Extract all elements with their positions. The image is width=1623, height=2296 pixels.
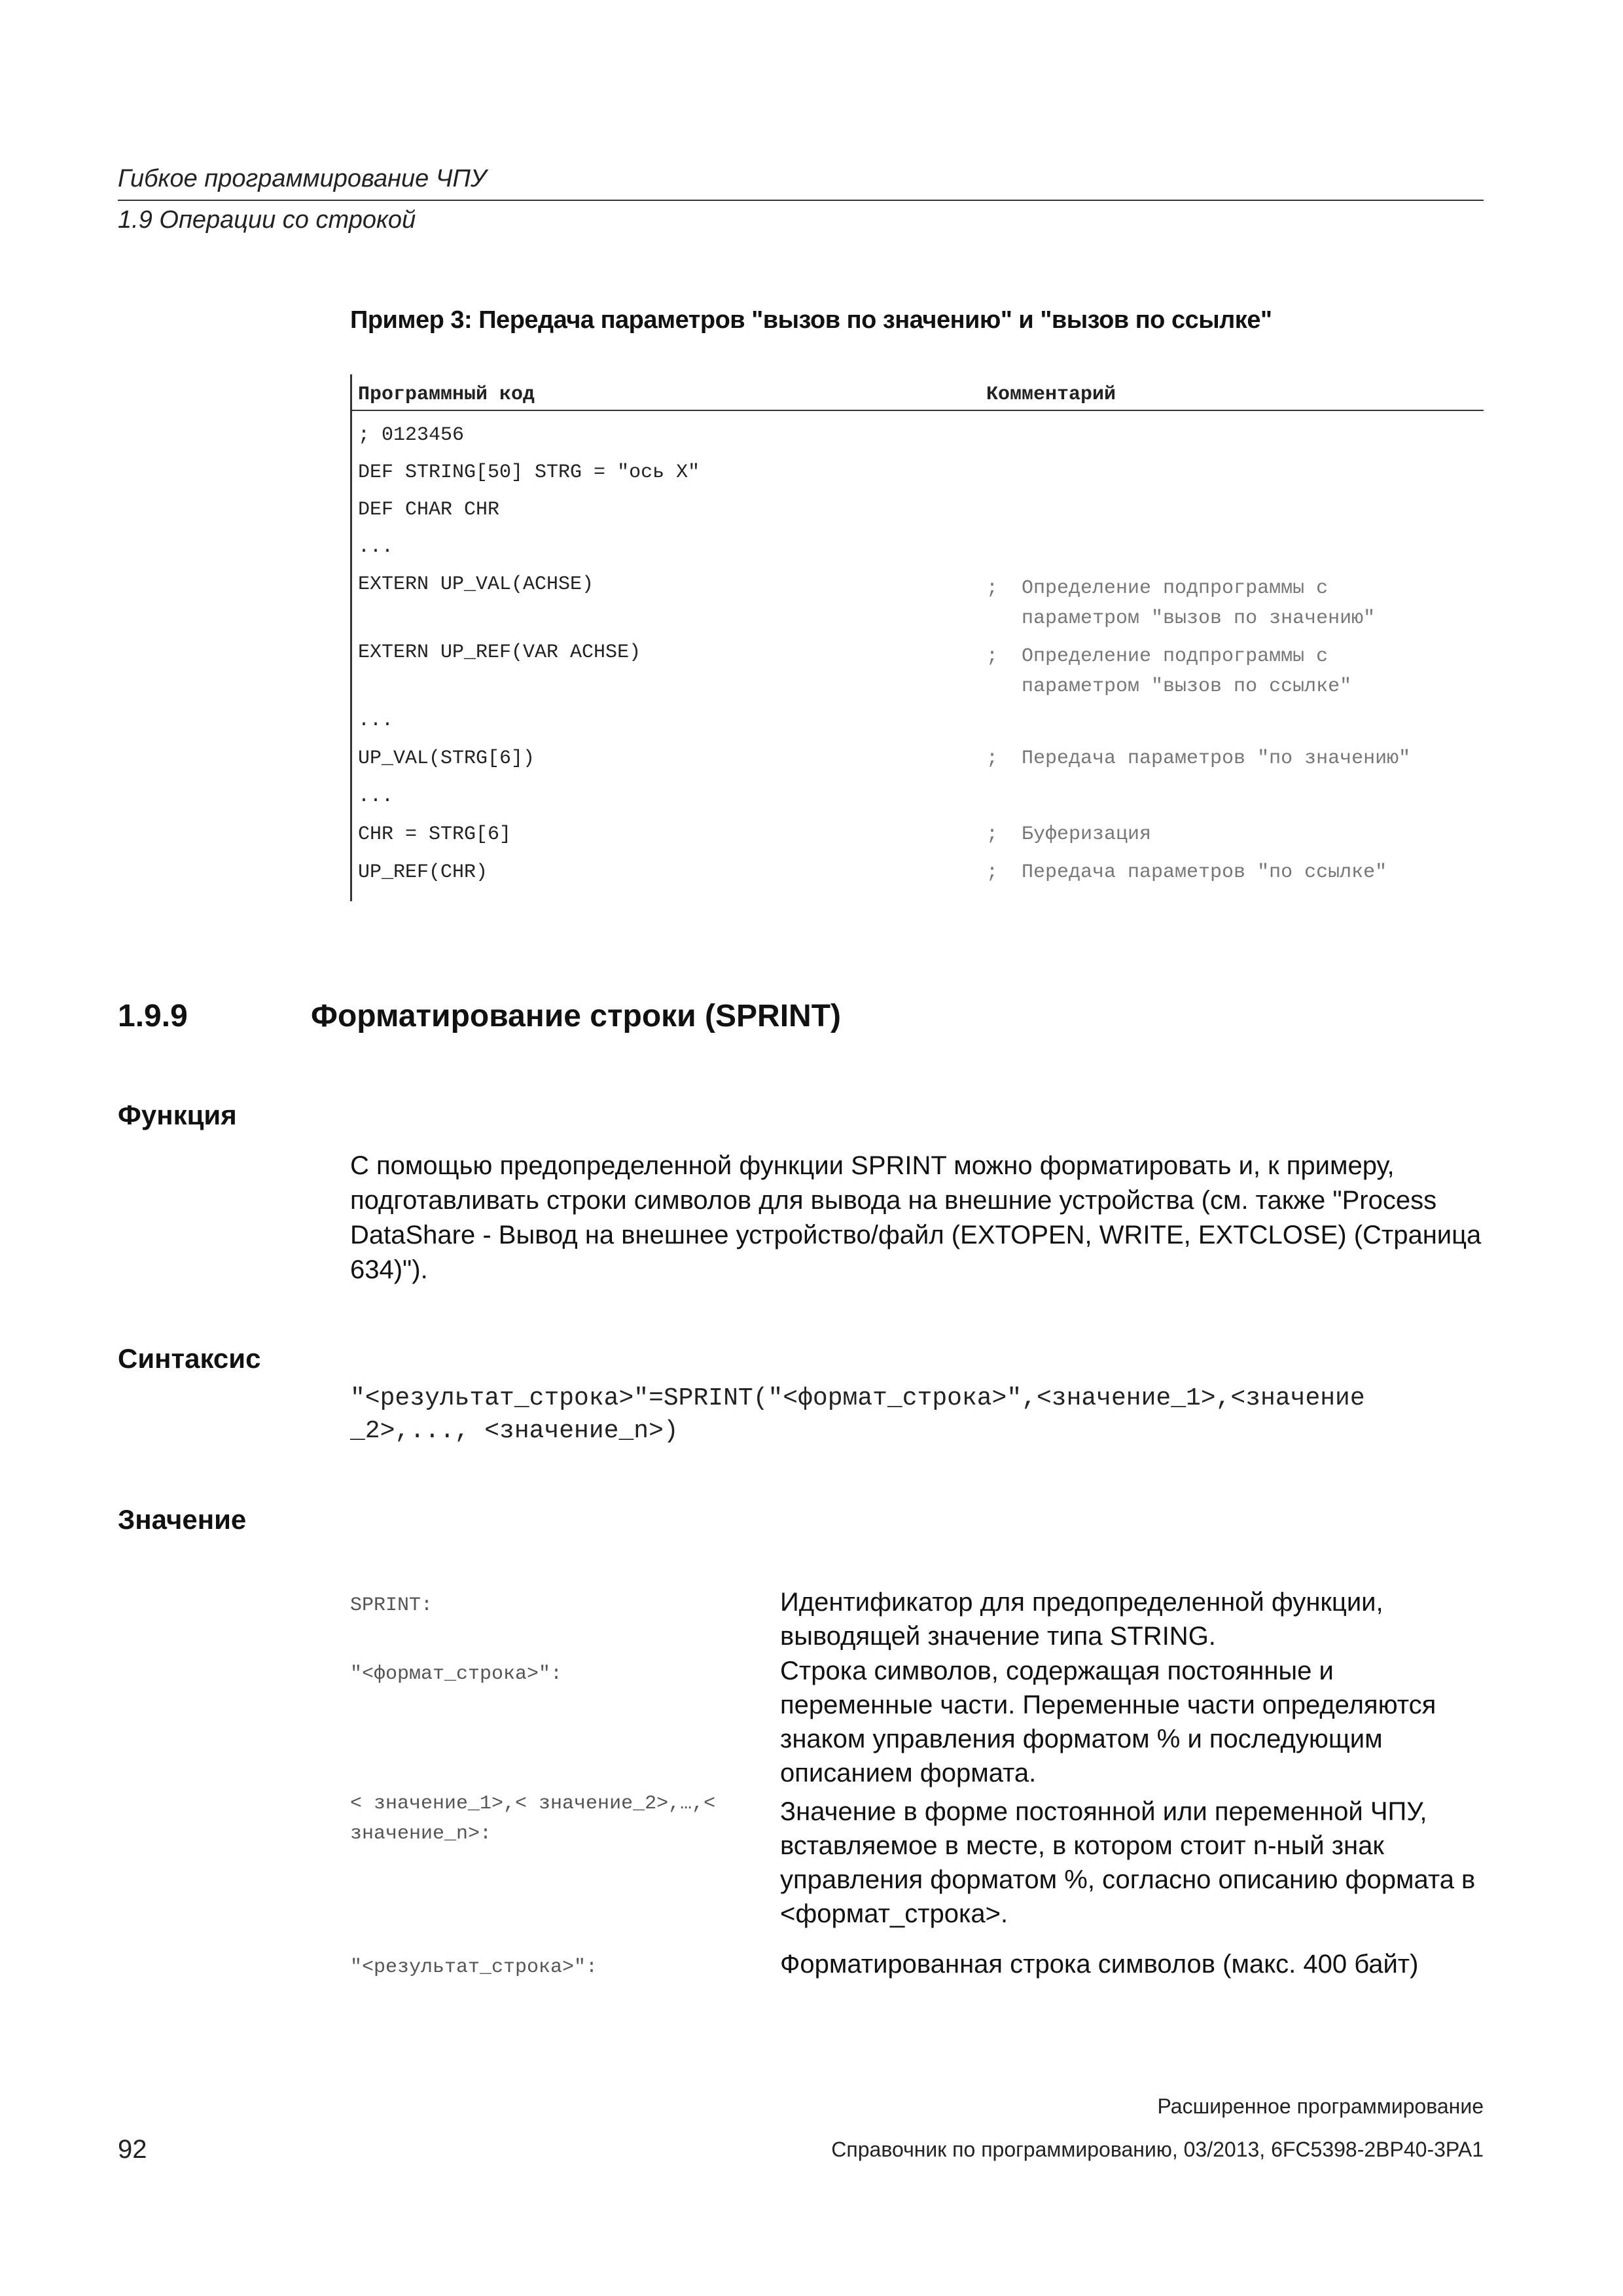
code-line: ... [358,709,394,732]
code-comment: ; Передача параметров "по значению" [986,747,1411,770]
code-line: CHR = STRG[6] [358,823,512,846]
param-name: SPRINT: [350,1594,433,1617]
syntax-line-1: "<результат_строка>"=SPRINT("<формат_строка>",<значение_1>,<значение [350,1384,1365,1412]
code-comment: ; Передача параметров "по ссылке" [986,861,1387,884]
code-line: DEF STRING[50] STRG = "ось X" [358,461,700,484]
code-line: EXTERN UP_VAL(ACHSE) [358,573,594,596]
code-line: ; 0123456 [358,424,465,446]
code-comment: ; Определение подпрограммы с параметром "вызов по ссылке" [986,645,1352,698]
running-header-chapter: Гибкое программирование ЧПУ [118,165,487,192]
code-comment: ; Определение подпрограммы с параметром "вызов по значению" [986,577,1376,630]
section-title: Форматирование строки (SPRINT) [311,999,841,1033]
param-name: < значение_1>,< значение_2>,…,< значение_n>: [350,1793,716,1845]
footer-document-info: Справочник по программированию, 03/2013, 6FC5398-2BP40-3PA1 [831,2138,1484,2161]
param-name: "<формат_строка>": [350,1663,563,1685]
function-heading: Функция [118,1100,237,1130]
syntax-heading: Синтаксис [118,1343,261,1374]
code-line: DEF CHAR CHR [358,499,500,521]
code-line: UP_REF(CHR) [358,861,488,884]
code-table [350,374,1484,901]
param-name: "<результат_строка>": [350,1956,598,1979]
param-description: Строка символов, содержащая постоянные и переменные части. Переменные части определяются знаком управления форматом % и последующим описанием формата. [780,1657,1436,1787]
running-header-section: 1.9 Операции со строкой [118,206,416,234]
code-table-header-rule [350,410,1484,411]
code-line: EXTERN UP_REF(VAR ACHSE) [358,641,641,664]
function-text: С помощью предопределенной функции SPRINT можно форматировать и, к примеру, подготавливать строки символов для вывода на внешние устройства (см. также "Process DataShare - Вывод на внешнее устройство/файл (EXTOPEN, WRITE, EXTCLOSE) (Страница 634)"). [350,1151,1482,1284]
example-title: Пример 3: Передача параметров "вызов по значению" и "вызов по ссылке" [350,306,1272,334]
meaning-heading: Значение [118,1504,247,1535]
param-description: Значение в форме постоянной или переменной ЧПУ, вставляемое в месте, в котором стоит n-ный знак управления форматом %, согласно описанию формата в <формат_строка>. [780,1797,1476,1928]
footer-title: Расширенное программирование [1157,2094,1484,2118]
param-description: Идентификатор для предопределенной функции, выводящей значение типа STRING. [780,1588,1383,1651]
code-line: UP_VAL(STRG[6]) [358,747,535,770]
code-line: ... [358,536,394,558]
code-line: ... [358,785,394,808]
syntax-line-2: _2>,..., <значение_n>) [350,1417,679,1445]
code-comment: ; Буферизация [986,823,1152,846]
page-number: 92 [118,2135,147,2164]
param-description: Форматированная строка символов (макс. 400 байт) [780,1950,1419,1979]
code-table-left-border [350,374,352,901]
comment-column-header: Комментарий [986,384,1116,406]
header-divider [118,200,1484,201]
section-number: 1.9.9 [118,999,188,1033]
code-column-header: Программный код [358,384,535,406]
